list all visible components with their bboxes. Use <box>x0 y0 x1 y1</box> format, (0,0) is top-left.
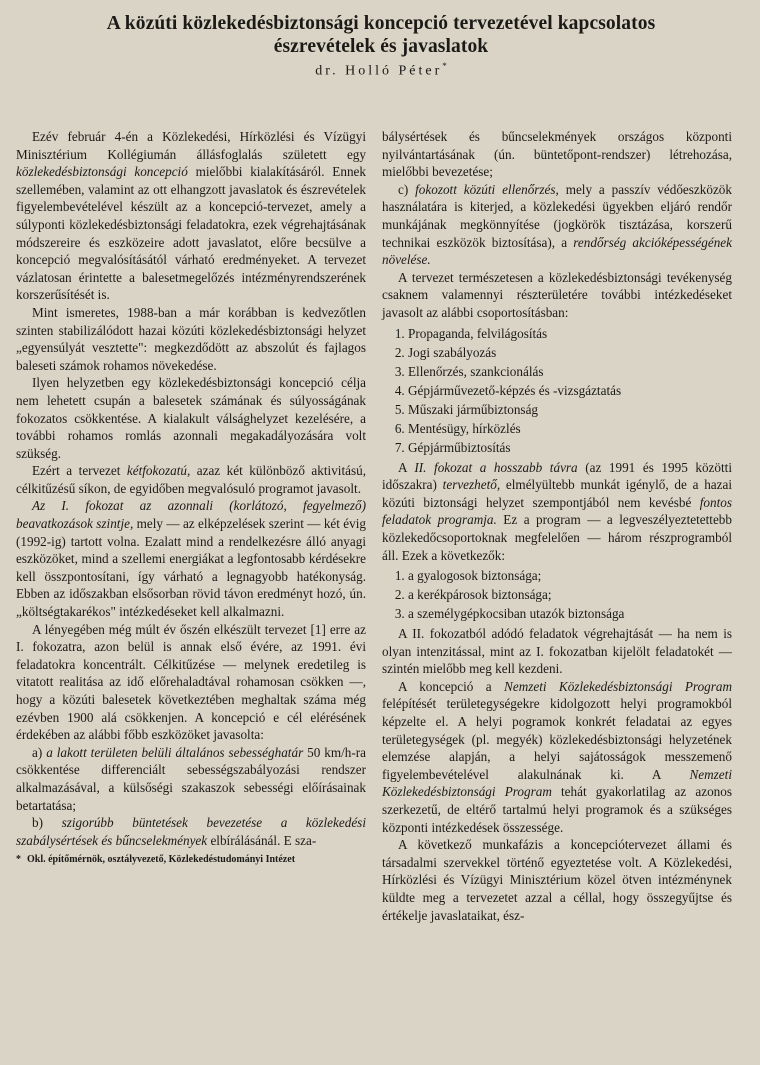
footnote-mark: * <box>16 854 21 866</box>
measures-list <box>382 324 732 457</box>
text-run: mely — az elképzelések szerint — két évig (1992-ig) tartott volna. Ezalatt mind a rendelkezésre álló anyagi eszközöket, mind a szellemi energiákat a legfontosabb kérdésekre kell összpontosítani, így várható a legnagyobb hatékonyság. Ebben az időszakban elsősorban rövid távon eredményt hozó, ún. „költségtakarékos" intézkedéseket kell alkalmazni. <box>16 516 367 620</box>
emphasis: szigorúbb büntetések bevezetése a közlekedési szabálysértések és bűncselekmények <box>16 815 366 848</box>
text-run: b) <box>32 815 62 831</box>
emphasis: a lakott területen belüli általános sebességhatár <box>46 744 304 760</box>
list-item: 1. a gyalogosok biztonsága; <box>408 566 732 585</box>
list-item: 1. Propaganda, felvilágosítás <box>408 324 732 343</box>
paragraph: A tervezet természetesen a közlekedésbiztonsági tevékenység csaknem valamennyi részterületére további intézkedéseket javasolt az alábbi csoportosításban: <box>382 269 732 320</box>
emphasis: közlekedésbiztonsági koncepció <box>16 164 188 180</box>
list-item: 4. Gépjárművezető-képzés és -vizsgáztatás <box>408 381 732 400</box>
author-footnote-mark: * <box>442 61 447 71</box>
right-column <box>382 128 732 924</box>
paragraph <box>382 181 732 269</box>
paragraph: bálysértések és bűncselekmények országos központi nyilvántartásának (ún. büntetőpont-rendszer) létrehozása, mielőbbi bevezetése; <box>382 129 732 180</box>
emphasis: Nemzeti Közlekedésbiztonsági Program <box>504 678 733 694</box>
emphasis: II. fokozat a hosszabb távra <box>414 459 578 475</box>
list-item: 7. Gépjárműbiztosítás <box>408 438 732 457</box>
left-column <box>16 128 366 924</box>
text-run: elmélyültebb munkát igénylő, de a hazai közúti biztonsági helyzet szempontjából nem kevésbé <box>382 477 733 510</box>
article-title <box>16 12 746 58</box>
text-run: (az 1991 és 1995 közötti időszakra) <box>382 459 732 493</box>
emphasis: Nemzeti Közlekedésbiztonsági Program <box>382 766 732 800</box>
emphasis: fokozott közúti ellenőrzés, <box>415 181 559 197</box>
text-run: Ezért a tervezet <box>32 463 127 479</box>
emphasis: Az I. fokozat az azonnali (korlátozó, fegyelmező) beavatkozások szintje, <box>16 498 366 532</box>
paragraph: A lényegében még múlt év őszén elkészült tervezet [1] erre az I. fokozatra, azon belül is annak első évére, az 1991. évi feladatokra koncentrált. Célkitűzése — melynek eredetileg is vitatott realitása az idő előrehaladtával rohamosan csökken —, hogy a közúti balesetek következtében meghaltak száma még ezévben 1900 alá csökkenjen. A koncepció e cél elérésének érdekében az alábbi főbb eszközöket javasolta: <box>16 621 366 743</box>
paragraph: Mint ismeretes, 1988-ban a már korábban is kedvezőtlen szinten stabilizálódott hazai közúti közlekedésbiztonsági helyzet „egyensúlyát vesztette": megkezdődött az abszolút és fajlagos baleseti számok rohamos növekedése. <box>16 304 366 373</box>
emphasis: rendőrség akcióképességének növelése. <box>382 234 732 268</box>
emphasis: tervezhető, <box>442 477 501 493</box>
text-run: Ezév február 4-én a Közlekedési, Hírközlési és Vízügyi Minisztérium Kollégiumán állásfoglalás született egy <box>16 129 366 162</box>
title-line-2: észrevételek és javaslatok <box>273 36 489 57</box>
text-run: mely a passzív védőeszközök használatára is kiterjed, a közlekedési ügyekben eljáró rendőr munkájának megkönnyítése (jogkörök tisztázása, korszerű technikai eszközök biztosítása), a <box>382 181 732 250</box>
footnote-text: Okl. építőmérnök, osztályvezető, Közlekedéstudományi Intézet <box>27 854 296 866</box>
text-run: elbírálásánál. E sza- <box>207 832 317 848</box>
paragraph <box>16 497 366 620</box>
paragraph: Ilyen helyzetben egy közlekedésbiztonsági koncepció célja nem lehetett csupán a balesetek számának és súlyosságának fokozatos csökkentése. A kialakult válsághelyzet kezelésére, a további rohamos romlás azonnali megakadályozására volt szükség. <box>16 375 366 461</box>
paragraph <box>382 678 732 836</box>
text-run: a) <box>32 744 47 760</box>
list-item: 3. a személygépkocsiban utazók biztonsága <box>408 604 732 623</box>
paragraph: A következő munkafázis a koncepciótervezet állami és társadalmi szervekkel történő egyeztetése volt. A Közlekedési, Hírközlési és Vízügyi Minisztérium közel ötven intézménynek küldte meg a tervezetet azzal a céllal, hogy összegyűjtse és értékelje javaslataikat, ész- <box>382 837 732 923</box>
paragraph: A II. fokozatból adódó feladatok végrehajtását — ha nem is olyan intenzitással, mint az I. fokozatban kijelölt feladatokét — szintén mielőbb meg kell kezdeni. <box>382 626 732 677</box>
text-run: c) <box>398 181 416 197</box>
list-item: 2. Jogi szabályozás <box>408 343 732 362</box>
paragraph <box>16 462 366 497</box>
text-run: mielőbbi kialakításáról. Ennek szellemében, valamint az ott elhangzott javaslatok és észrevételek figyelembevételével készült az a koncepció-tervezet, amely a súlyponti közlekedésbiztonsági feladatokra, ezek végrehajtásának módszereire és eszközeire adott javaslatot, előre becsülve a koncepció megvalósításától várható eredményeket. A tervezet vázlatosan érintette a balesetmegelőzés intézményrendszerének korszerűsítését is. <box>16 164 366 303</box>
list-item: 2. a kerékpárosok biztonsága; <box>408 585 732 604</box>
text-run: tehát gyakorlatilag az azonos szerkezetű, de eltérő tartalmú helyi programok és a szükséges központi intézkedések összessége. <box>382 784 732 835</box>
text-run: azaz két különböző aktivitású, célkitűzésű síkon, de egyidőben megvalósuló programot javasolt. <box>16 463 366 496</box>
emphasis: fontos feladatok programja. <box>382 494 732 528</box>
list-item: 3. Ellenőrzés, szankcionálás <box>408 362 732 381</box>
paragraph <box>382 459 732 565</box>
text-run: 50 km/h-ra csökkentése differenciált sebességszabályozási rendszer alkalmazásával, a külsőségi szakaszok sebességi előírásainak betartatása; <box>16 744 367 813</box>
text-run: felépítését területegységekre kidolgozott helyi programokból képzelte el. A helyi pogramok konkrét feladatai az egyes területegységek (pl. megyék) közlekedésbiztonsági helyzetének elemzése alapján, a helyi sajátosságok messzemenő figyelembevételével alakulnának ki. A <box>382 696 732 782</box>
footnote <box>16 853 366 866</box>
paragraph <box>16 814 366 849</box>
author-name: dr. Holló Péter <box>315 63 443 79</box>
paragraph <box>16 128 366 304</box>
article-body <box>16 128 748 924</box>
subprogram-list <box>382 566 732 623</box>
author-line <box>16 61 746 80</box>
list-item: 6. Mentésügy, hírközlés <box>408 419 732 438</box>
text-run: Ez a program — a legveszélyeztetettebb közlekedőcsoportoknak megfelelően — három részprogramból áll. Ezek a következők: <box>382 512 732 563</box>
paragraph <box>16 744 366 814</box>
list-item: 5. Műszaki járműbiztonság <box>408 400 732 419</box>
text-run: A <box>398 459 415 475</box>
emphasis: kétfokozatú, <box>126 463 191 479</box>
title-line-1: A közúti közlekedésbiztonsági koncepció tervezetével kapcsolatos <box>106 13 656 34</box>
text-run: A koncepció a <box>398 678 505 694</box>
